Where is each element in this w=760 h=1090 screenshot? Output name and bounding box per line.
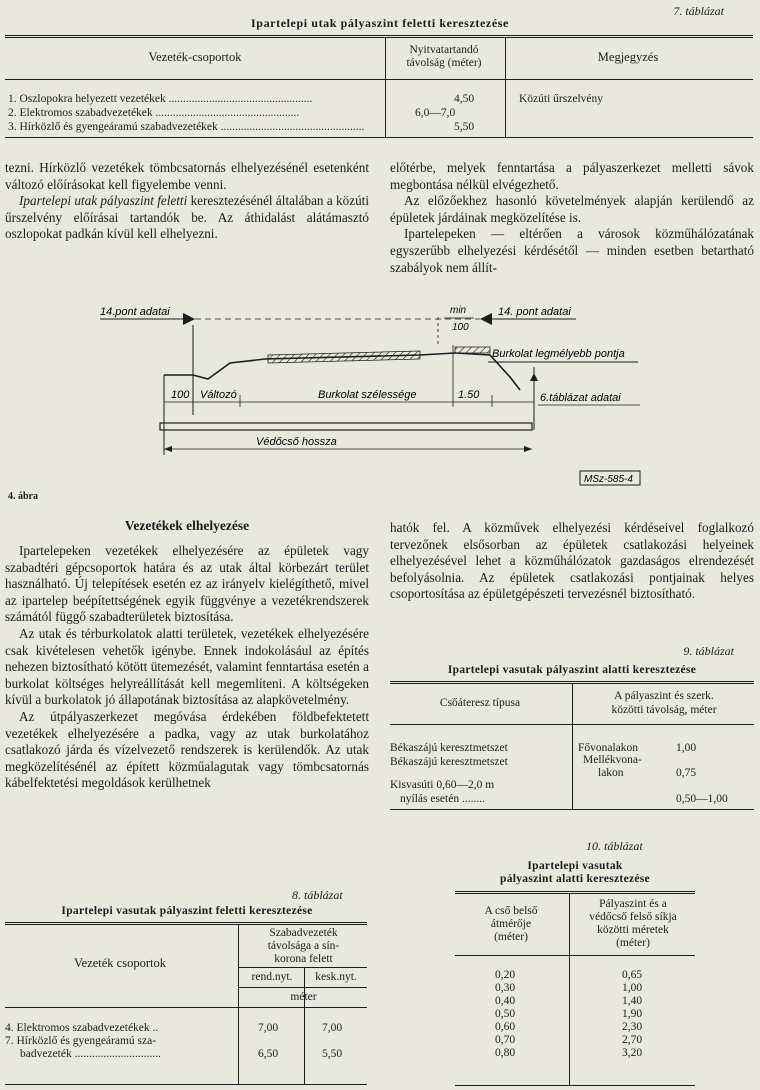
para-mid-right: hatók fel. A közművek elhelyezési kérdéseivel foglalkozó tervezőnek elsősorban az épületek csatlakozási helyeinek elhelyezésével lehet a közműhálózatok gazdaságos elrendezését befolyásolnia. Az épületek csatlakozási pontjainak helyes csoportosítása az épületgépészeti tervezésnél biztosítható. (390, 520, 754, 602)
table9-col2a: A pályaszint és szerk. (614, 690, 714, 702)
table8-sub2: kesk.nyt. (315, 971, 357, 983)
table7-value-1: 4,50 (454, 93, 475, 105)
table8-r2v2: 5,50 (322, 1048, 343, 1060)
table8-unit: méter (290, 991, 317, 1003)
fig-dim-100: 100 (171, 389, 190, 401)
table7-title: Ipartelepi utak pályaszint feletti keresztezése (251, 16, 509, 30)
table9-v2b: lakon (598, 767, 624, 779)
table9-r2b: nyílás esetén ........ (400, 793, 485, 805)
table10-row-5-col2: 2,30 (622, 1021, 643, 1033)
table8-row-2a: 7. Hírközlő és gyengeáramú sza- (5, 1035, 157, 1047)
table8-col2-line1: Szabadvezeték (269, 927, 338, 939)
figure-diagram (0, 295, 760, 500)
fig-min: min (450, 305, 467, 316)
arrow-up-icon (530, 373, 538, 381)
table9-v1a: Fővonalakon (578, 742, 639, 754)
table10-row-1-col2: 0,65 (622, 969, 643, 981)
table8-col2-line2: távolsága a sín- (267, 940, 340, 952)
table9-v2c: 0,75 (676, 767, 697, 779)
table10-row-2-col2: 1,00 (622, 982, 643, 994)
table9-title: Ipartelepi vasutak pályaszint alatti keresztezése (447, 664, 697, 676)
table7-col2a: Nyitvatartandó (409, 44, 479, 56)
table10-title-1: Ipartelepi vasutak (527, 860, 623, 872)
table9-col1: Csőáteresz típusa (439, 697, 521, 709)
para-top-left: tezni. Hírközlő vezetékek tömbcsatornás elhelyezésénél esetenként változó előírásokat kell figyelembe venni. Ipartelepi utak pályaszint feletti keresztezésénél általában a közúti űrszelvény előírásai tartandók be. Az áthidalást alátámasztó oszlopokat padkán kívül kell elhelyezni. (5, 160, 370, 242)
fig-min-value: 100 (452, 322, 469, 333)
table10-col2-line3: közötti méretek (597, 924, 669, 936)
table7-value-2: 6,0—7,0 (415, 107, 456, 119)
section-title: Vezetékek elhelyezése (124, 518, 250, 533)
para-mid-left: Ipartelepeken vezetékek elhelyezésére az épületek vagy szabadtéri gépcsoportok határa és az utak által körbezárt terület használható. Új telepítések esetén ez az irányelv kielégíthető, mivel az ipartelep beépítettségének egyik függvénye a vezetékrendszerek számától függő szabadterületek biztosítása. Az utak és térburkolatok alatti területek, vezetékek elhelyezésére csak kivételesen vehetők igénybe. Ennek indokolásául az építés nehezen biztosítható kötött ütemezését, valamint fenntartása esetén a burkolat költséges helyreállítását kell megemlíteni. A költségeken kívül a burkolatok jó állapotának biztosítása az alapkövetelmény. Az útpályaszerkezet megóvása érdekében földbefektetett vezetékek elhelyezésére a padka, vagy az utak burkolatához csatlakozó járda és vízelvezető rendszerek is kerülendők. Az utak megközelítésénél az épített közműalagutak vagy tömbcsatornás kábelfektetési megoldások kerülhetnek (5, 543, 369, 791)
table10-col1-line3: (méter) (494, 931, 528, 943)
fig-stamp: MSz-585-4 (584, 474, 633, 485)
table8-col2-line3: korona felett (274, 953, 333, 965)
table10-col2-line1: Pályaszint és a (599, 898, 667, 910)
table8-row-1: 4. Elektromos szabadvezetékek .. (5, 1022, 159, 1034)
fig-vedocso: Védőcső hossza (256, 436, 337, 448)
table7-col1: Vezeték-csoportok (148, 50, 242, 64)
table10-caption: 10. táblázat (586, 839, 643, 853)
table7-value-3: 5,50 (454, 121, 475, 133)
fig-burkolat-szel: Burkolat szélessége (318, 389, 417, 401)
table7-col3: Megjegyzés (597, 50, 659, 64)
table8-r1v2: 7,00 (322, 1022, 343, 1034)
table9-v3: 0,50—1,00 (676, 793, 728, 805)
para-top-right: előtérbe, melyek fenntartása a pályaszerkezet melletti sávok megbontása nélkül elvégezhető. Az előzőekhez hasonló követelmények alapján kerülendő az épületek járdáinak megközelítése is. Ipartelepeken — eltérően a városok közműhálózatának egyszerűbb elhelyezési kérdésétől — minden esetben betartható szabályok nem állít- (390, 160, 754, 275)
table9-r1a: Békaszájú keresztmetszet (390, 742, 508, 754)
figure-caption: 4. ábra (8, 491, 38, 502)
table10-col2-line2: védőcső felső síkja (589, 911, 677, 923)
table8-r1v1: 7,00 (258, 1022, 279, 1034)
table10-title-2: pályaszint alatti keresztezése (500, 873, 650, 885)
table9-r2a: Kisvasúti 0,60—2,0 m (390, 779, 495, 791)
table7-row-3: 3. Hírközlő és gyengeáramú szabadvezetékek .................................................. (8, 121, 365, 133)
table10-row-7-col2: 3,20 (622, 1047, 643, 1059)
arrow-left-icon (480, 313, 492, 325)
table9-v1b: 1,00 (676, 742, 697, 754)
fig-label-left: 14.pont adatai (100, 306, 170, 318)
table10-col1-line2: átmérője (490, 918, 532, 930)
fig-pipe (160, 423, 532, 430)
table7-row-1: 1. Oszlopokra helyezett vezetékek .................................................. (8, 93, 313, 105)
table10-row-5-col1: 0,60 (495, 1021, 516, 1033)
table7-row-2: 2. Elektromos szabadvezetékek .................................................. (8, 107, 300, 119)
table10-row-7-col1: 0,80 (495, 1047, 516, 1059)
table9-r1b: Békaszájú keresztmetszet (390, 756, 508, 768)
fig-label-right: 14. pont adatai (498, 306, 571, 318)
table8-r2v1: 6,50 (258, 1048, 279, 1060)
table10-row-3-col1: 0,40 (495, 995, 516, 1007)
table9-col2b: közötti távolság, méter (611, 704, 717, 716)
table10-row-3-col2: 1,40 (622, 995, 643, 1007)
table8-title: Ipartelepi vasutak pályaszint feletti keresztezése (61, 905, 313, 917)
table9-v2a: Mellékvona- (583, 754, 642, 766)
table10-row-6-col1: 0,70 (495, 1034, 516, 1046)
table10-row-1-col1: 0,20 (495, 969, 516, 981)
table8-caption: 8. táblázat (292, 888, 343, 902)
table10-row-4-col2: 1,90 (622, 1008, 643, 1020)
arrow-right-icon (183, 313, 195, 325)
table8-col1: Vezeték csoportok (74, 956, 166, 970)
table10-row-4-col1: 0,50 (495, 1008, 516, 1020)
fig-burkolat-top: Burkolat legmélyebb pontja (492, 348, 625, 360)
fig-dim-150: 1.50 (458, 389, 480, 401)
table10-col2-line4: (méter) (616, 937, 650, 949)
table10-col1-line1: A cső belső (484, 905, 538, 917)
table10-row-6-col2: 2,70 (622, 1034, 643, 1046)
table9-caption: 9. táblázat (683, 644, 734, 658)
table8-row-2b: badvezeték .............................. (20, 1048, 161, 1060)
fig-tablazat-adatai: 6.táblázat adatai (540, 392, 621, 404)
table7-note: Közúti űrszelvény (519, 93, 603, 105)
table7-caption: 7. táblázat (673, 4, 724, 18)
table8-sub1: rend.nyt. (251, 971, 293, 983)
table10-row-2-col1: 0,30 (495, 982, 516, 994)
fig-valtozo: Változó (200, 389, 237, 401)
table7-col2b: távolság (méter) (406, 57, 482, 69)
